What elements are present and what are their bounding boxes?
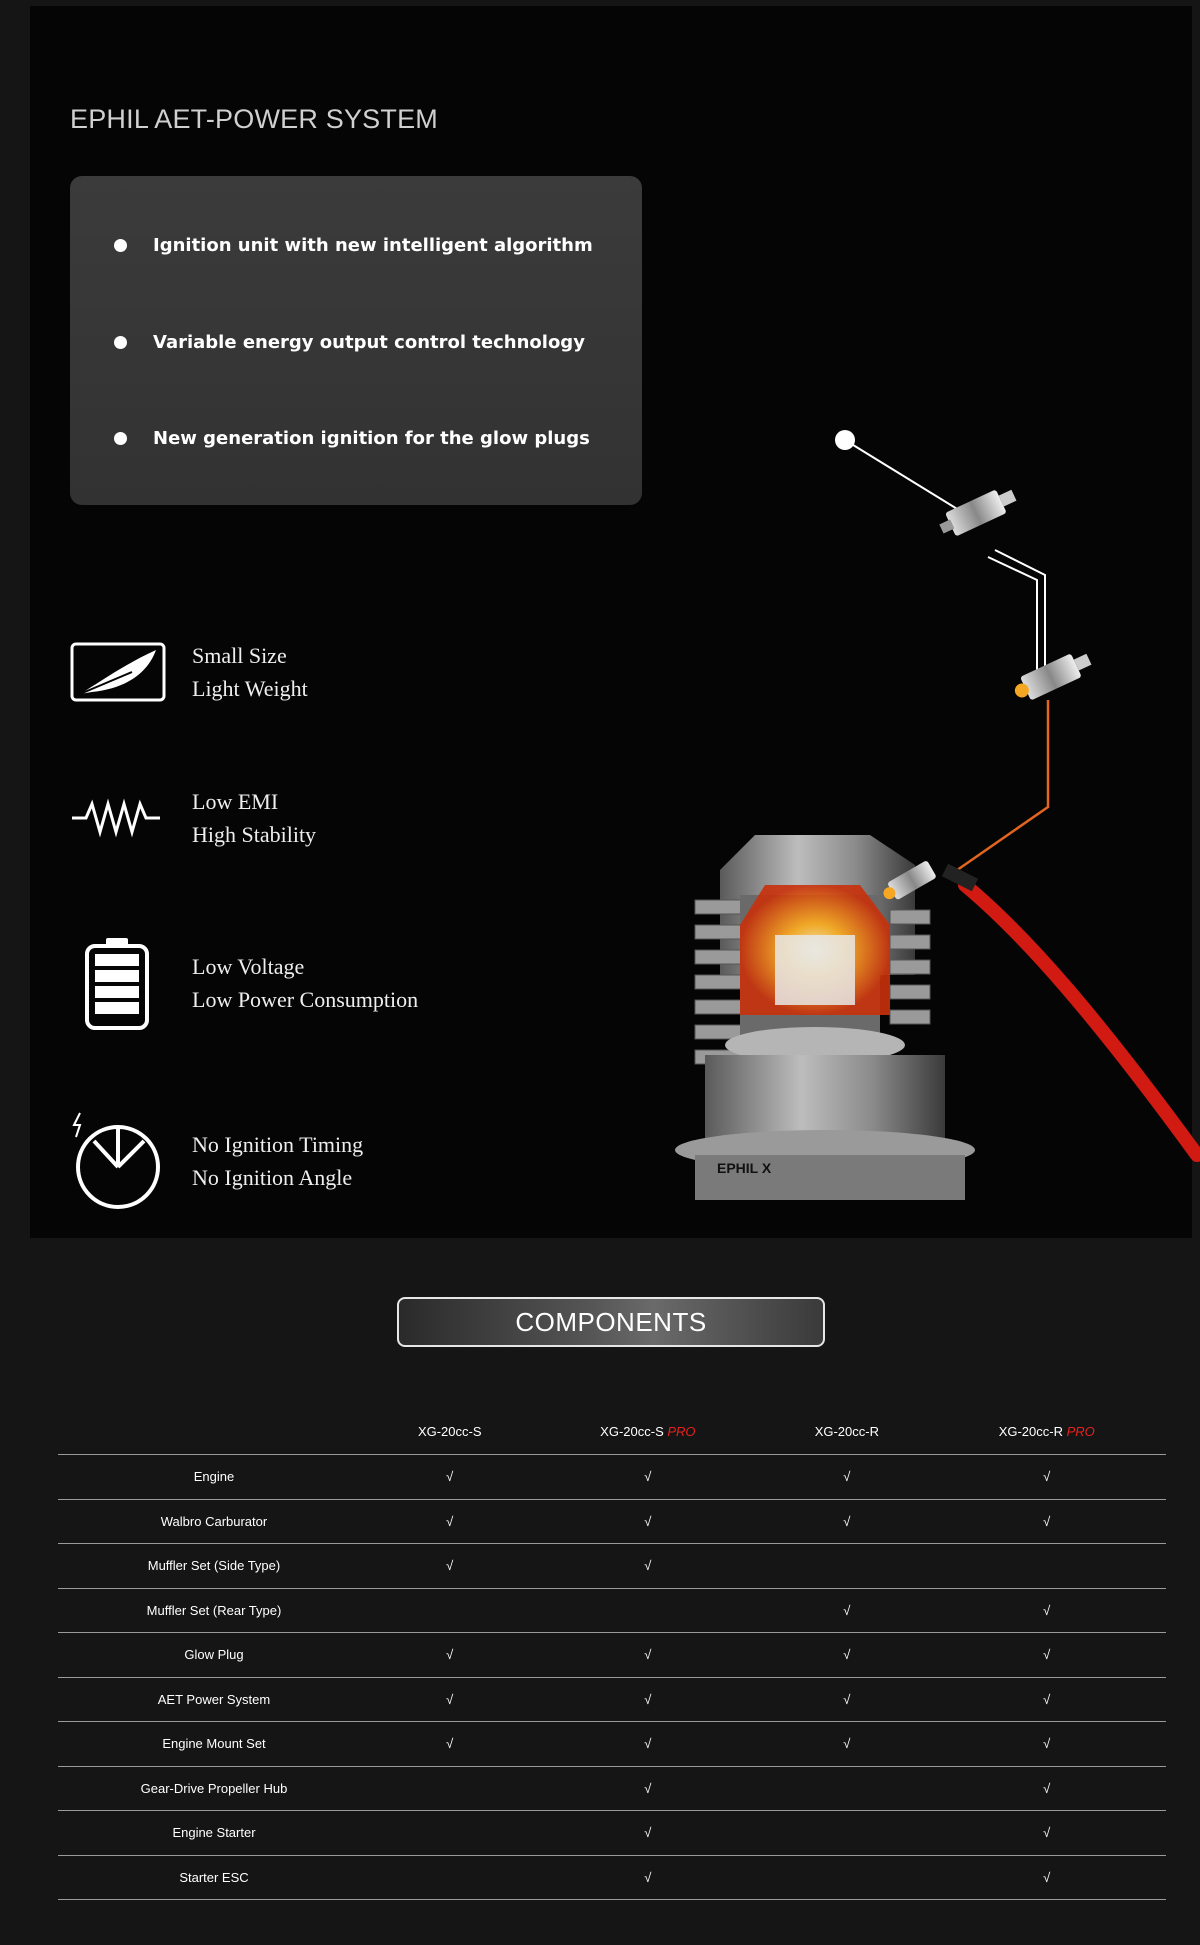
bullet-icon bbox=[114, 432, 127, 445]
spec-line-2: No Ignition Angle bbox=[192, 1165, 353, 1190]
check-cell: √ bbox=[927, 1766, 1166, 1811]
check-cell: √ bbox=[766, 1499, 927, 1544]
check-cell: √ bbox=[529, 1633, 766, 1678]
check-cell: √ bbox=[927, 1588, 1166, 1633]
feather-icon bbox=[70, 622, 166, 722]
feature-item bbox=[114, 423, 590, 453]
spec-item bbox=[70, 1111, 363, 1211]
table-row bbox=[58, 1766, 1166, 1811]
row-label: Gear-Drive Propeller Hub bbox=[58, 1766, 370, 1811]
check-cell: √ bbox=[927, 1499, 1166, 1544]
resistor-wave-icon bbox=[70, 768, 166, 868]
spec-line-1: No Ignition Timing bbox=[192, 1132, 364, 1157]
column-header: XG-20cc-R PRO bbox=[927, 1409, 1166, 1455]
check-cell bbox=[370, 1811, 529, 1856]
spec-item bbox=[70, 933, 418, 1033]
spec-line-2: Low Power Consumption bbox=[192, 987, 419, 1012]
engine-mark: EPHIL X bbox=[717, 1160, 772, 1176]
table-row bbox=[58, 1855, 1166, 1900]
spec-line-2: High Stability bbox=[192, 822, 317, 847]
bullet-icon bbox=[114, 336, 127, 349]
table-row bbox=[58, 1633, 1166, 1678]
row-label: Engine bbox=[58, 1455, 370, 1500]
column-header: XG-20cc-S PRO bbox=[529, 1409, 766, 1455]
check-cell: √ bbox=[927, 1855, 1166, 1900]
check-cell: √ bbox=[529, 1499, 766, 1544]
engine-illustration bbox=[665, 415, 1200, 1205]
column-header: XG-20cc-R bbox=[766, 1409, 927, 1455]
spec-item bbox=[70, 768, 316, 868]
spec-item bbox=[70, 622, 308, 722]
row-label: Muffler Set (Rear Type) bbox=[58, 1588, 370, 1633]
spec-line-2: Light Weight bbox=[192, 676, 308, 701]
check-cell bbox=[529, 1588, 766, 1633]
check-cell: √ bbox=[529, 1544, 766, 1589]
table-row bbox=[58, 1722, 1166, 1767]
check-cell: √ bbox=[766, 1722, 927, 1767]
row-label: AET Power System bbox=[58, 1677, 370, 1722]
check-cell: √ bbox=[370, 1455, 529, 1500]
row-label: Engine Starter bbox=[58, 1811, 370, 1856]
check-cell: √ bbox=[529, 1677, 766, 1722]
check-cell: √ bbox=[529, 1455, 766, 1500]
row-label: Glow Plug bbox=[58, 1633, 370, 1678]
check-cell: √ bbox=[927, 1633, 1166, 1678]
check-cell: √ bbox=[927, 1722, 1166, 1767]
check-cell bbox=[766, 1766, 927, 1811]
components-button[interactable]: COMPONENTS bbox=[397, 1297, 825, 1347]
table-row bbox=[58, 1499, 1166, 1544]
check-cell bbox=[766, 1855, 927, 1900]
table-row bbox=[58, 1544, 1166, 1589]
row-label: Walbro Carburator bbox=[58, 1499, 370, 1544]
check-cell: √ bbox=[529, 1722, 766, 1767]
check-cell: √ bbox=[766, 1633, 927, 1678]
check-cell: √ bbox=[766, 1588, 927, 1633]
row-label: Engine Mount Set bbox=[58, 1722, 370, 1767]
check-cell: √ bbox=[370, 1633, 529, 1678]
check-cell: √ bbox=[370, 1677, 529, 1722]
check-cell bbox=[766, 1811, 927, 1856]
check-cell: √ bbox=[370, 1544, 529, 1589]
feature-item bbox=[114, 327, 585, 357]
clock-timing-icon bbox=[70, 1111, 166, 1211]
check-cell bbox=[927, 1544, 1166, 1589]
feature-text: Ignition unit with new intelligent algorithm bbox=[153, 234, 593, 256]
row-label: Starter ESC bbox=[58, 1855, 370, 1900]
table-row bbox=[58, 1588, 1166, 1633]
feature-panel bbox=[70, 176, 642, 505]
table-header-row bbox=[58, 1409, 1166, 1455]
battery-icon bbox=[70, 933, 166, 1033]
bullet-icon bbox=[114, 239, 127, 252]
check-cell: √ bbox=[370, 1722, 529, 1767]
check-cell: √ bbox=[529, 1855, 766, 1900]
feature-text: Variable energy output control technology bbox=[153, 331, 585, 353]
table-row bbox=[58, 1455, 1166, 1500]
check-cell: √ bbox=[529, 1811, 766, 1856]
table-row bbox=[58, 1811, 1166, 1856]
table-row bbox=[58, 1677, 1166, 1722]
check-cell: √ bbox=[927, 1811, 1166, 1856]
check-cell: √ bbox=[927, 1455, 1166, 1500]
check-cell: √ bbox=[370, 1499, 529, 1544]
check-cell bbox=[766, 1544, 927, 1589]
spec-line-1: Small Size bbox=[192, 643, 287, 668]
feature-item bbox=[114, 230, 593, 260]
feature-text: New generation ignition for the glow plugs bbox=[153, 427, 590, 449]
row-label: Muffler Set (Side Type) bbox=[58, 1544, 370, 1589]
spec-line-1: Low EMI bbox=[192, 789, 279, 814]
check-cell bbox=[370, 1588, 529, 1633]
check-cell: √ bbox=[766, 1455, 927, 1500]
check-cell bbox=[370, 1855, 529, 1900]
column-header: XG-20cc-S bbox=[370, 1409, 529, 1455]
section-title: EPHIL AET-POWER SYSTEM bbox=[70, 104, 438, 134]
header-empty bbox=[58, 1409, 370, 1455]
check-cell: √ bbox=[529, 1766, 766, 1811]
check-cell: √ bbox=[927, 1677, 1166, 1722]
spec-line-1: Low Voltage bbox=[192, 954, 305, 979]
check-cell: √ bbox=[766, 1677, 927, 1722]
check-cell bbox=[370, 1766, 529, 1811]
components-table bbox=[58, 1409, 1166, 1900]
